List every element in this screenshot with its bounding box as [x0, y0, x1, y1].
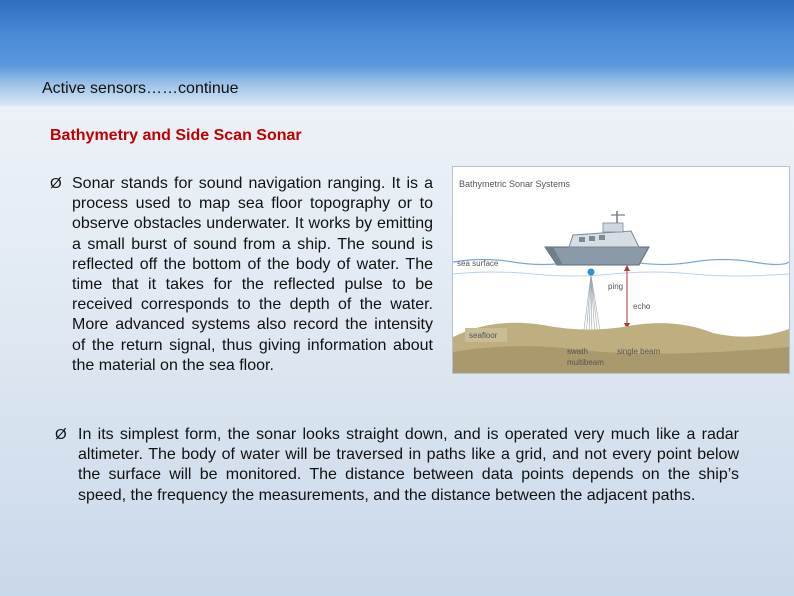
- multibeam-label: multibeam: [567, 358, 604, 367]
- seafloor-label: seafloor: [469, 331, 498, 340]
- diagram-canvas: [453, 167, 789, 373]
- transducer-icon: [588, 269, 595, 276]
- bullet-text-sonar-definition: Sonar stands for sound navigation ranging. It is a process used to map sea floor topography or to observe obstacles underwater. It works by emitting a small burst of sound from a ship. The sound is reflected off the bottom of the body of water. The time that it takes for the reflected pulse to be received corresponds to the depth of the water. More advanced systems also record the intensity of the return signal, thus giving information about the material on the sea floor.: [72, 175, 433, 374]
- bullet-arrow-icon: Ø: [55, 426, 67, 443]
- bullet-text-sonar-operation: In its simplest form, the sonar looks straight down, and is operated very much like a radar altimeter. The body of water will be traversed in paths like a grid, and not every point below the surface will be monitored. The distance between data points depends on the ship’s speed, the frequency the measurements, and the distance between the adjacent paths.: [78, 426, 739, 504]
- boat-icon: [545, 211, 649, 265]
- echo-label: echo: [633, 302, 651, 311]
- bullet-arrow-icon: Ø: [50, 175, 62, 192]
- ping-label: ping: [608, 282, 624, 291]
- swath-label: swath: [567, 347, 588, 356]
- sea-surface-label: sea surface: [457, 259, 499, 268]
- slide-title: Active sensors……continue: [42, 80, 239, 97]
- multibeam-swath: [583, 275, 601, 337]
- diagram-title: Bathymetric Sonar Systems: [459, 179, 571, 189]
- bathymetric-sonar-diagram: [452, 166, 790, 374]
- wave-line: [453, 272, 789, 276]
- section-subheading: Bathymetry and Side Scan Sonar: [50, 127, 302, 144]
- echo-arrow-icon: [624, 265, 630, 271]
- single-beam-label: single beam: [617, 347, 661, 356]
- header-band: [0, 0, 794, 66]
